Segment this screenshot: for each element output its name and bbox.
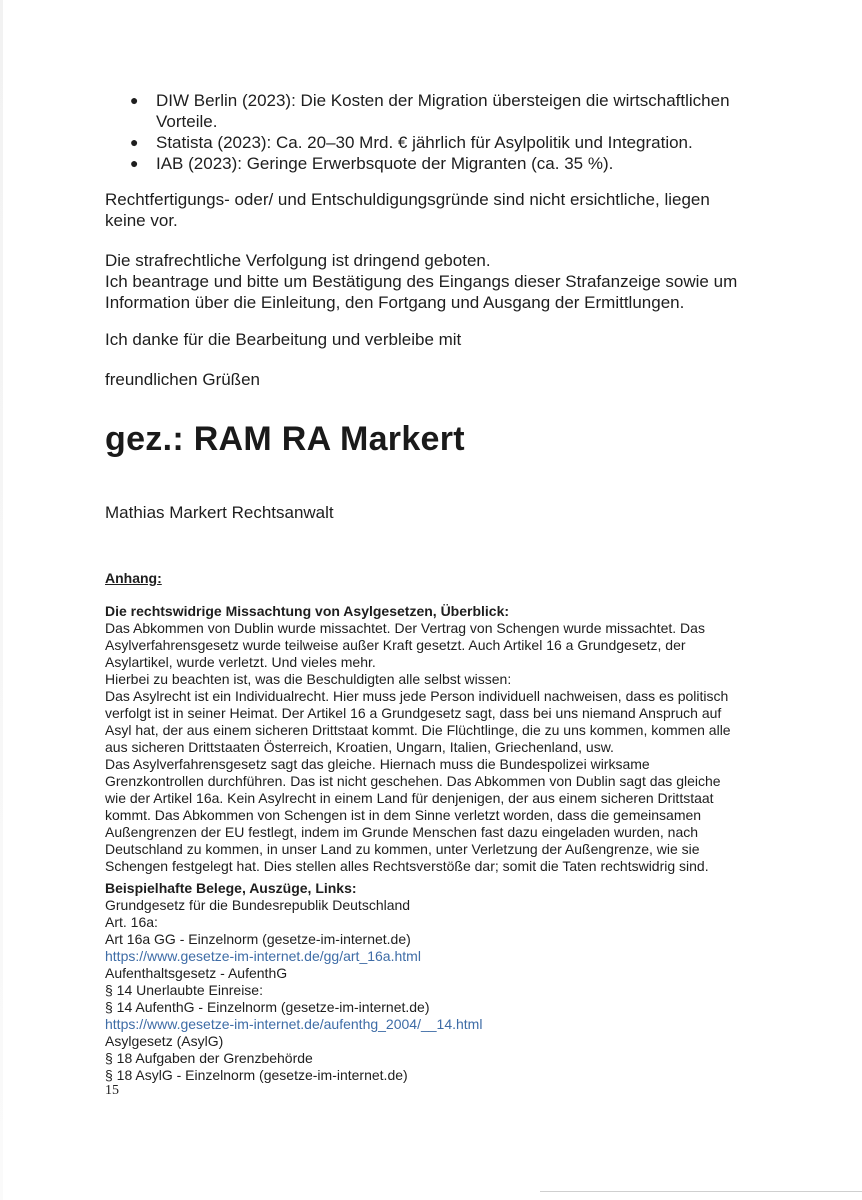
reference-line: § 14 AufenthG - Einzelnorm (gesetze-im-internet.de) — [105, 999, 430, 1015]
section-heading: Beispielhafte Belege, Auszüge, Links: — [105, 880, 357, 896]
reference-line: Grundgesetz für die Bundesrepublik Deutschland — [105, 897, 411, 913]
overview-section — [105, 603, 745, 875]
reference-line: § 18 AsylG - Einzelnorm (gesetze-im-internet.de) — [105, 1067, 408, 1083]
list-item: ● IAB (2023): Geringe Erwerbsquote der Migranten (ca. 35 %). — [130, 154, 614, 173]
justification-paragraph: Rechtfertigungs- oder/ und Entschuldigungsgründe sind nicht ersichtliche, liegen keine vor. — [105, 190, 710, 230]
section-paragraph: Das Abkommen von Dublin wurde missachtet. Der Vertrag von Schengen wurde missachtet. Das Asylverfahrensgesetz wurde teilweise außer Kraft gesetzt. Auch Artikel 16 a Grundgesetz, der Asylartikel, wurde verletzt. Und vieles mehr. — [105, 620, 705, 670]
section-paragraph: Das Asylverfahrensgesetz sagt das gleiche. Hiernach muss die Bundespolizei wirksame Grenzkontrollen durchführen. Das ist nicht geschehen. Das Abkommen von Dublin sagt das gleiche wie der Artikel 16a. Kein Asylrecht in einem Land für denjenigen, der aus einem sicheren Drittstaat kommt. Das Abkommen von Schengen ist in dem Sinne verletzt worden, dass die gemeinsamen Außengrenzen der EU festlegt, indem im Grunde Menschen fast dazu eingeladen wurden, nach Deutschland zu kommen, in unser Land zu kommen, unter Verletzung der Außengrenze, wie sie Schengen festgelegt hat. Dies stellen alles Rechtsverstöße dar; somit die Taten rechtswidrig sind. — [105, 756, 721, 874]
list-item: ● Statista (2023): Ca. 20–30 Mrd. € jährlich für Asylpolitik und Integration. — [130, 133, 693, 152]
reference-line: Art 16a GG - Einzelnorm (gesetze-im-internet.de) — [105, 931, 411, 947]
thanks-paragraph: Ich danke für die Bearbeitung und verbleibe mit — [105, 330, 462, 349]
signature: gez.: RAM RA Markert — [105, 420, 465, 458]
references-section — [105, 880, 745, 1084]
prosecution-line: Ich beantrage und bitte um Bestätigung des Eingangs dieser Strafanzeige sowie um Information über die Einleitung, den Fortgang und Ausgang der Ermittlungen. — [105, 272, 738, 312]
section-heading: Die rechtswidrige Missachtung von Asylgesetzen, Überblick: — [105, 603, 510, 619]
closing-text: freundlichen Grüßen — [105, 370, 260, 389]
bullet-icon: ● — [130, 155, 139, 171]
page-number: 15 — [105, 1083, 119, 1098]
footer-divider — [540, 1191, 862, 1192]
bullet-icon: ● — [130, 134, 139, 150]
prosecution-paragraph — [105, 250, 745, 313]
source-bullet-list — [128, 90, 768, 174]
scan-edge — [0, 0, 3, 1200]
signer-name: Mathias Markert Rechtsanwalt — [105, 503, 334, 522]
reference-line: § 14 Unerlaubte Einreise: — [105, 982, 263, 998]
list-item: ● DIW Berlin (2023): Die Kosten der Migration übersteigen die wirtschaftlichen Vorteile. — [130, 91, 730, 131]
reference-line: Aufenthaltsgesetz - AufenthG — [105, 965, 288, 981]
reference-link[interactable]: https://www.gesetze-im-internet.de/aufenthg_2004/__14.html — [105, 1016, 483, 1032]
reference-line: Art. 16a: — [105, 914, 158, 930]
appendix-title: Anhang: — [105, 570, 162, 586]
bullet-icon: ● — [130, 92, 139, 108]
reference-link[interactable]: https://www.gesetze-im-internet.de/gg/art_16a.html — [105, 948, 421, 964]
section-paragraph: Das Asylrecht ist ein Individualrecht. Hier muss jede Person individuell nachweisen, dass es politisch verfolgt ist in seiner Heimat. Der Artikel 16 a Grundgesetz sagt, dass bei uns niemand Anspruch auf Asyl hat, der aus einem sicheren Drittstaat kommt. Die Flüchtlinge, die zu uns kommen, kommen alle aus sicheren Drittstaaten Österreich, Kroatien, Ungarn, Italien, Griechenland, usw. — [105, 688, 731, 755]
reference-line: § 18 Aufgaben der Grenzbehörde — [105, 1050, 313, 1066]
reference-line: Asylgesetz (AsylG) — [105, 1033, 224, 1049]
section-paragraph: Hierbei zu beachten ist, was die Beschuldigten alle selbst wissen: — [105, 671, 512, 687]
prosecution-line: Die strafrechtliche Verfolgung ist dringend geboten. — [105, 251, 491, 270]
